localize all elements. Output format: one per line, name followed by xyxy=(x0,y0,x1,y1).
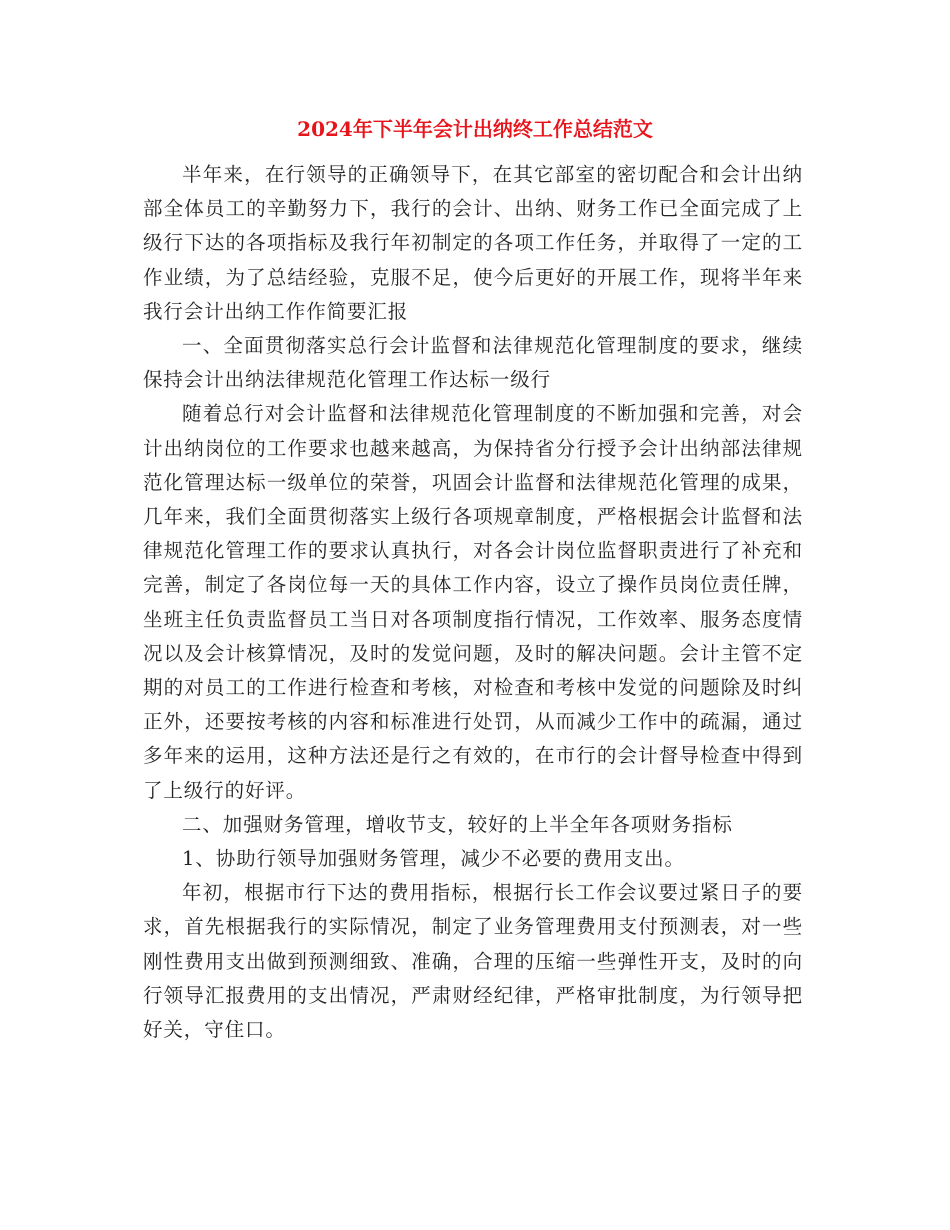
document-title: 2024年下半年会计出纳终工作总结范文 xyxy=(297,117,653,141)
section-heading-2: 二、加强财务管理，增收节支，较好的上半全年各项财务指标 xyxy=(182,812,733,836)
paragraph-section-1: 随着总行对会计监督和法律规范化管理制度的不断加强和完善，对会计出纳岗位的工作要求也越来越高，为保持省分行授予会计出纳部法律规范化管理达标一级单位的荣誉，巩固会计监督和法律规范化管理的成果，几年来，我们全面贯彻落实上级行各项规章制度，严格根据会计监督和法律规范化管理工作的要求认真执行，对各会计岗位监督职责进行了补充和完善，制定了各岗位每一天的具体工作内容，设立了操作员岗位责任牌，坐班主任负责监督员工当日对各项制度指行情况，工作效率、服务态度情况以及会计核算情况，及时的发觉问题，及时的解决问题。会计主管不定期的对员工的工作进行检查和考核，对检查和考核中发觉的问题除及时纠正外，还要按考核的内容和标准进行处罚，从而减少工作中的疏漏，通过多年来的运用，这种方法还是行之有效的，在市行的会计督导检查中得到了上级行的好评。 xyxy=(143,402,803,802)
paragraph-intro: 半年来，在行领导的正确领导下，在其它部室的密切配合和会计出纳部全体员工的辛勤努力下，我行的会计、出纳、财务工作已全面完成了上级行下达的各项指标及我行年初制定的各项工作任务，并取得了一定的工作业绩，为了总结经验，克服不足，使今后更好的开展工作，现将半年来我行会计出纳工作作简要汇报 xyxy=(143,163,803,323)
subsection-heading-1: 1、协助行领导加强财务管理，减少不必要的费用支出。 xyxy=(182,847,685,871)
document-body xyxy=(143,158,803,1047)
section-heading-1: 一、全面贯彻落实总行会计监督和法律规范化管理制度的要求，继续保持会计出纳法律规范化管理工作达标一级行 xyxy=(143,334,803,392)
paragraph-subsection-1: 年初，根据市行下达的费用指标，根据行长工作会议要过紧日子的要求，首先根据我行的实际情况，制定了业务管理费用支付预测表，对一些刚性费用支出做到预测细致、准确，合理的压缩一些弹性开支，及时的向行领导汇报费用的支出情况，严肃财经纪律，严格审批制度，为行领导把好关，守住口。 xyxy=(143,881,803,1042)
